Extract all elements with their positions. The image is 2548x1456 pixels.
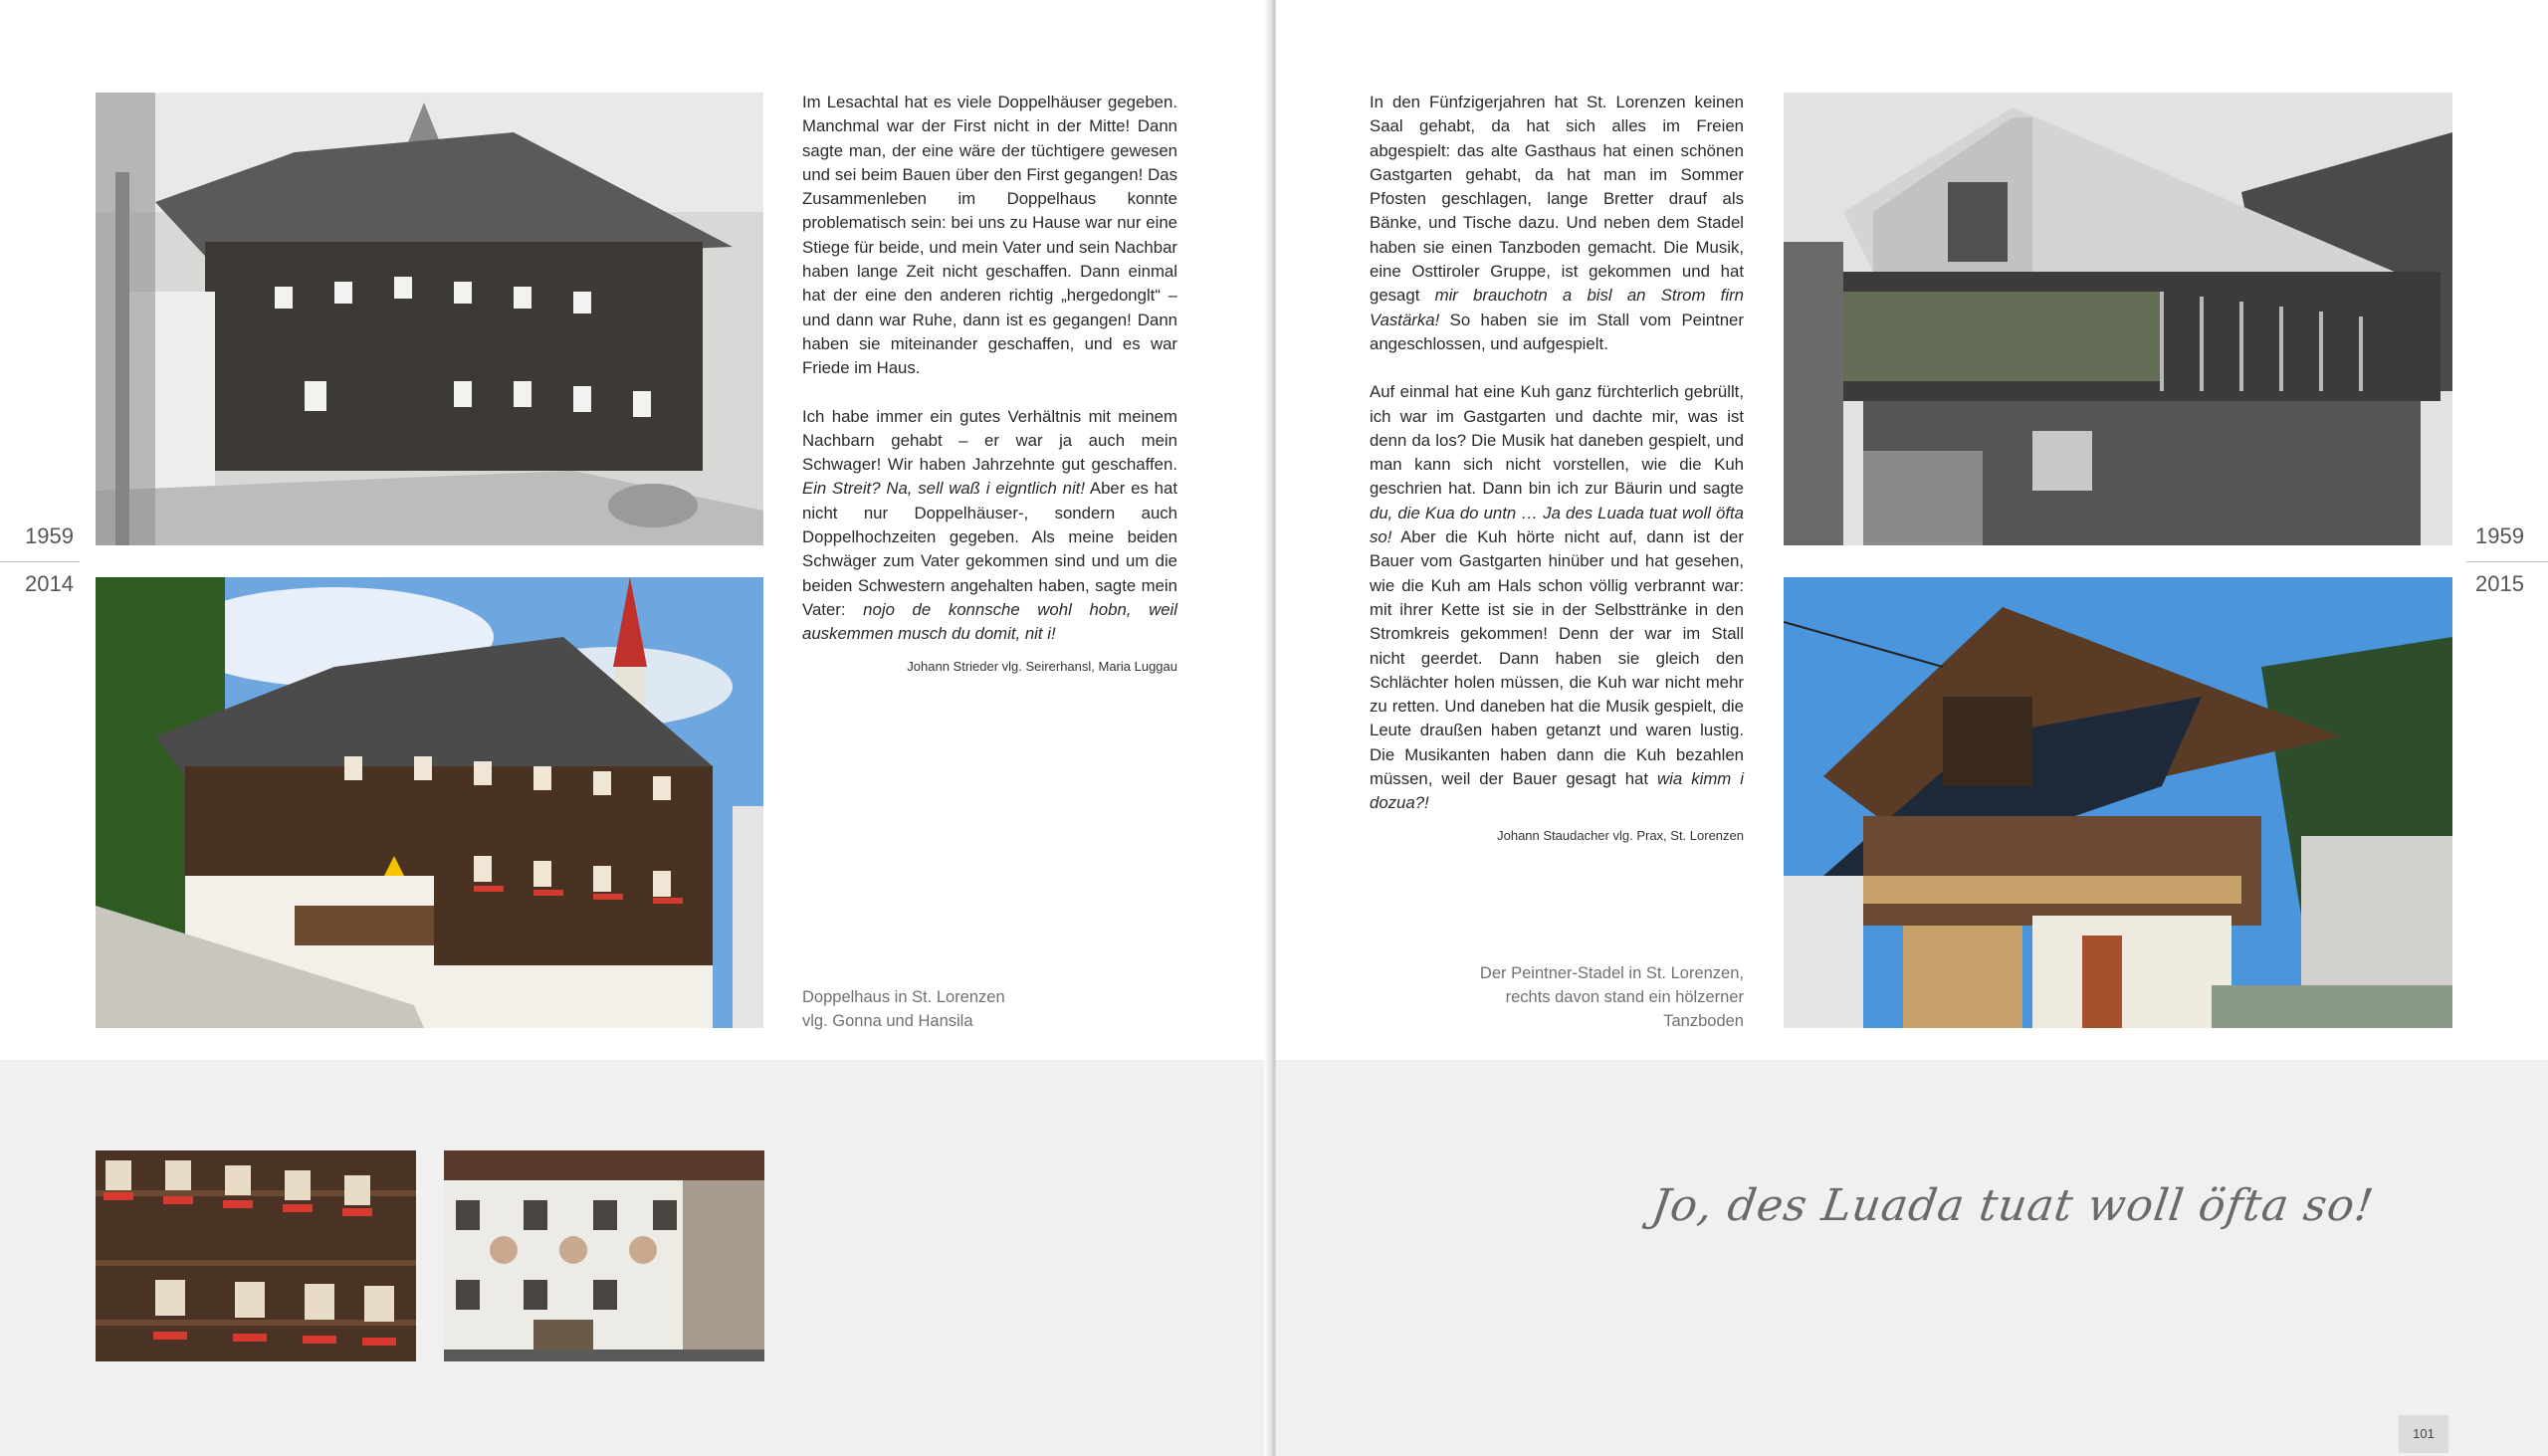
left-story-text: [802, 91, 1177, 679]
detail-photo-painted-facade: [444, 1150, 764, 1361]
right-year-bottom: 2015: [2475, 571, 2524, 596]
right-year-divider: [2466, 561, 2548, 562]
modern-stadel-photo: [1784, 577, 2452, 1028]
page-number: 101: [2399, 1415, 2448, 1453]
right-page: [1276, 0, 2548, 1456]
detail-photo-wood-facade: [96, 1150, 416, 1361]
right-story-text: [1370, 91, 1744, 848]
right-paragraph-1: In den Fünfzigerjahren hat St. Lorenzen keinen Saal gehabt, da hat sich alles im Freien abgespielt: das alte Gasthaus hat einen schönen Gastgarten gehabt, da hat man im Sommer Pfosten geschlagen, lange Bretter drauf als Bänke, und Tische dazu. Und neben dem Stadel haben sie einen Tanzboden gemacht. Die Musik, eine Osttiroler Gruppe, ist gekommen und hat gesagt mir brauchotn a bisl an Strom firn Vastärka! So haben sie im Stall vom Peintner angeschlossen, und aufgespielt.: [1370, 93, 1744, 353]
left-photo-caption: Doppelhaus in St. Lorenzen vlg. Gonna und Hansila: [802, 988, 1005, 1030]
modern-doppelhaus-photo: [96, 577, 763, 1028]
right-year-top: 1959: [2475, 523, 2524, 548]
left-paragraph-2: Ich habe immer ein gutes Verhältnis mit meinem Nachbarn gehabt – er war ja auch mein Schwager! Wir haben Jahrzehnte gut geschaffen. Ein Streit? Na, sell waß i eigntlich nit! Aber es hat nicht nur Doppelhäuser-, sondern auch Doppelhochzeiten gegeben. Als meine beiden Schwäger zum Vater gekommen sind und um die beiden Schwestern angehalten haben, sagte mein Vater: nojo de konnsche wohl hobn, weil auskemmen musch du domit, nit i!: [802, 406, 1177, 644]
left-paragraph-1: Im Lesachtal hat es viele Doppelhäuser gegeben. Manchmal war der First nicht in der Mitte! Dann sagte man, der eine wäre der tüchtigere gewesen und sei beim Bauen über den First gegangen! Das Zusammenleben im Doppelhaus konnte problematisch sein: bei uns zu Hause war nur eine Stiege für beide, und mein Vater und sein Nachbar haben lange Zeit nicht geschaffen. Dann einmal hat der eine den anderen richtig „hergedonglt“ – und dann war Ruhe, dann ist es gegangen! Dann haben sie miteinander geschaffen, und es war Friede im Haus.: [802, 93, 1177, 378]
left-year-bottom: 2014: [25, 571, 74, 596]
bottom-band-right: [1276, 1060, 2548, 1456]
left-year-top: 1959: [25, 523, 74, 548]
historic-doppelhaus-photo: [96, 93, 763, 545]
right-credit: Johann Staudacher vlg. Prax, St. Lorenzen: [1497, 827, 1744, 843]
right-photo-caption: Der Peintner-Stadel in St. Lorenzen, rechts davon stand ein hölzerner Tanzboden: [1479, 964, 1744, 1030]
left-page: [0, 0, 1272, 1456]
handwritten-quote: Jo, des Luada tuat woll öfta so!: [1648, 1180, 2378, 1231]
historic-stadel-photo: [1784, 93, 2452, 545]
left-year-divider: [0, 561, 80, 562]
right-paragraph-2: Auf einmal hat eine Kuh ganz fürchterlich gebrüllt, ich war im Gastgarten und dachte mir, was ist denn da los? Die Musik hat daneben gespielt, und man kann sich nicht vorstellen, wie die Kuh geschrien hat. Dann bin ich zur Bäurin und sagte du, die Kua do untn … Ja des Luada tuat woll öfta so! Aber die Kuh hörte nicht auf, dann ist der Bauer vom Gastgarten hinüber und hat gesehen, wie die Kuh am Hals schon völlig verbrannt war: mit ihrer Kette ist sie in der Selbsttränke in den Stromkreis gekommen! Denn der war im Stall nicht geerdet. Dann haben sie gleich den Schlächter holen müssen, die Kuh war nicht mehr zu retten. Und daneben hat die Musik gespielt, die Leute draußen haben getanzt und waren lustig. Die Musikanten haben dann die Kuh bezahlen müssen, weil der Bauer gesagt hat wia kimm i dozua?!: [1370, 382, 1744, 813]
left-credit: Johann Strieder vlg. Seirerhansl, Maria Luggau: [907, 658, 1177, 674]
